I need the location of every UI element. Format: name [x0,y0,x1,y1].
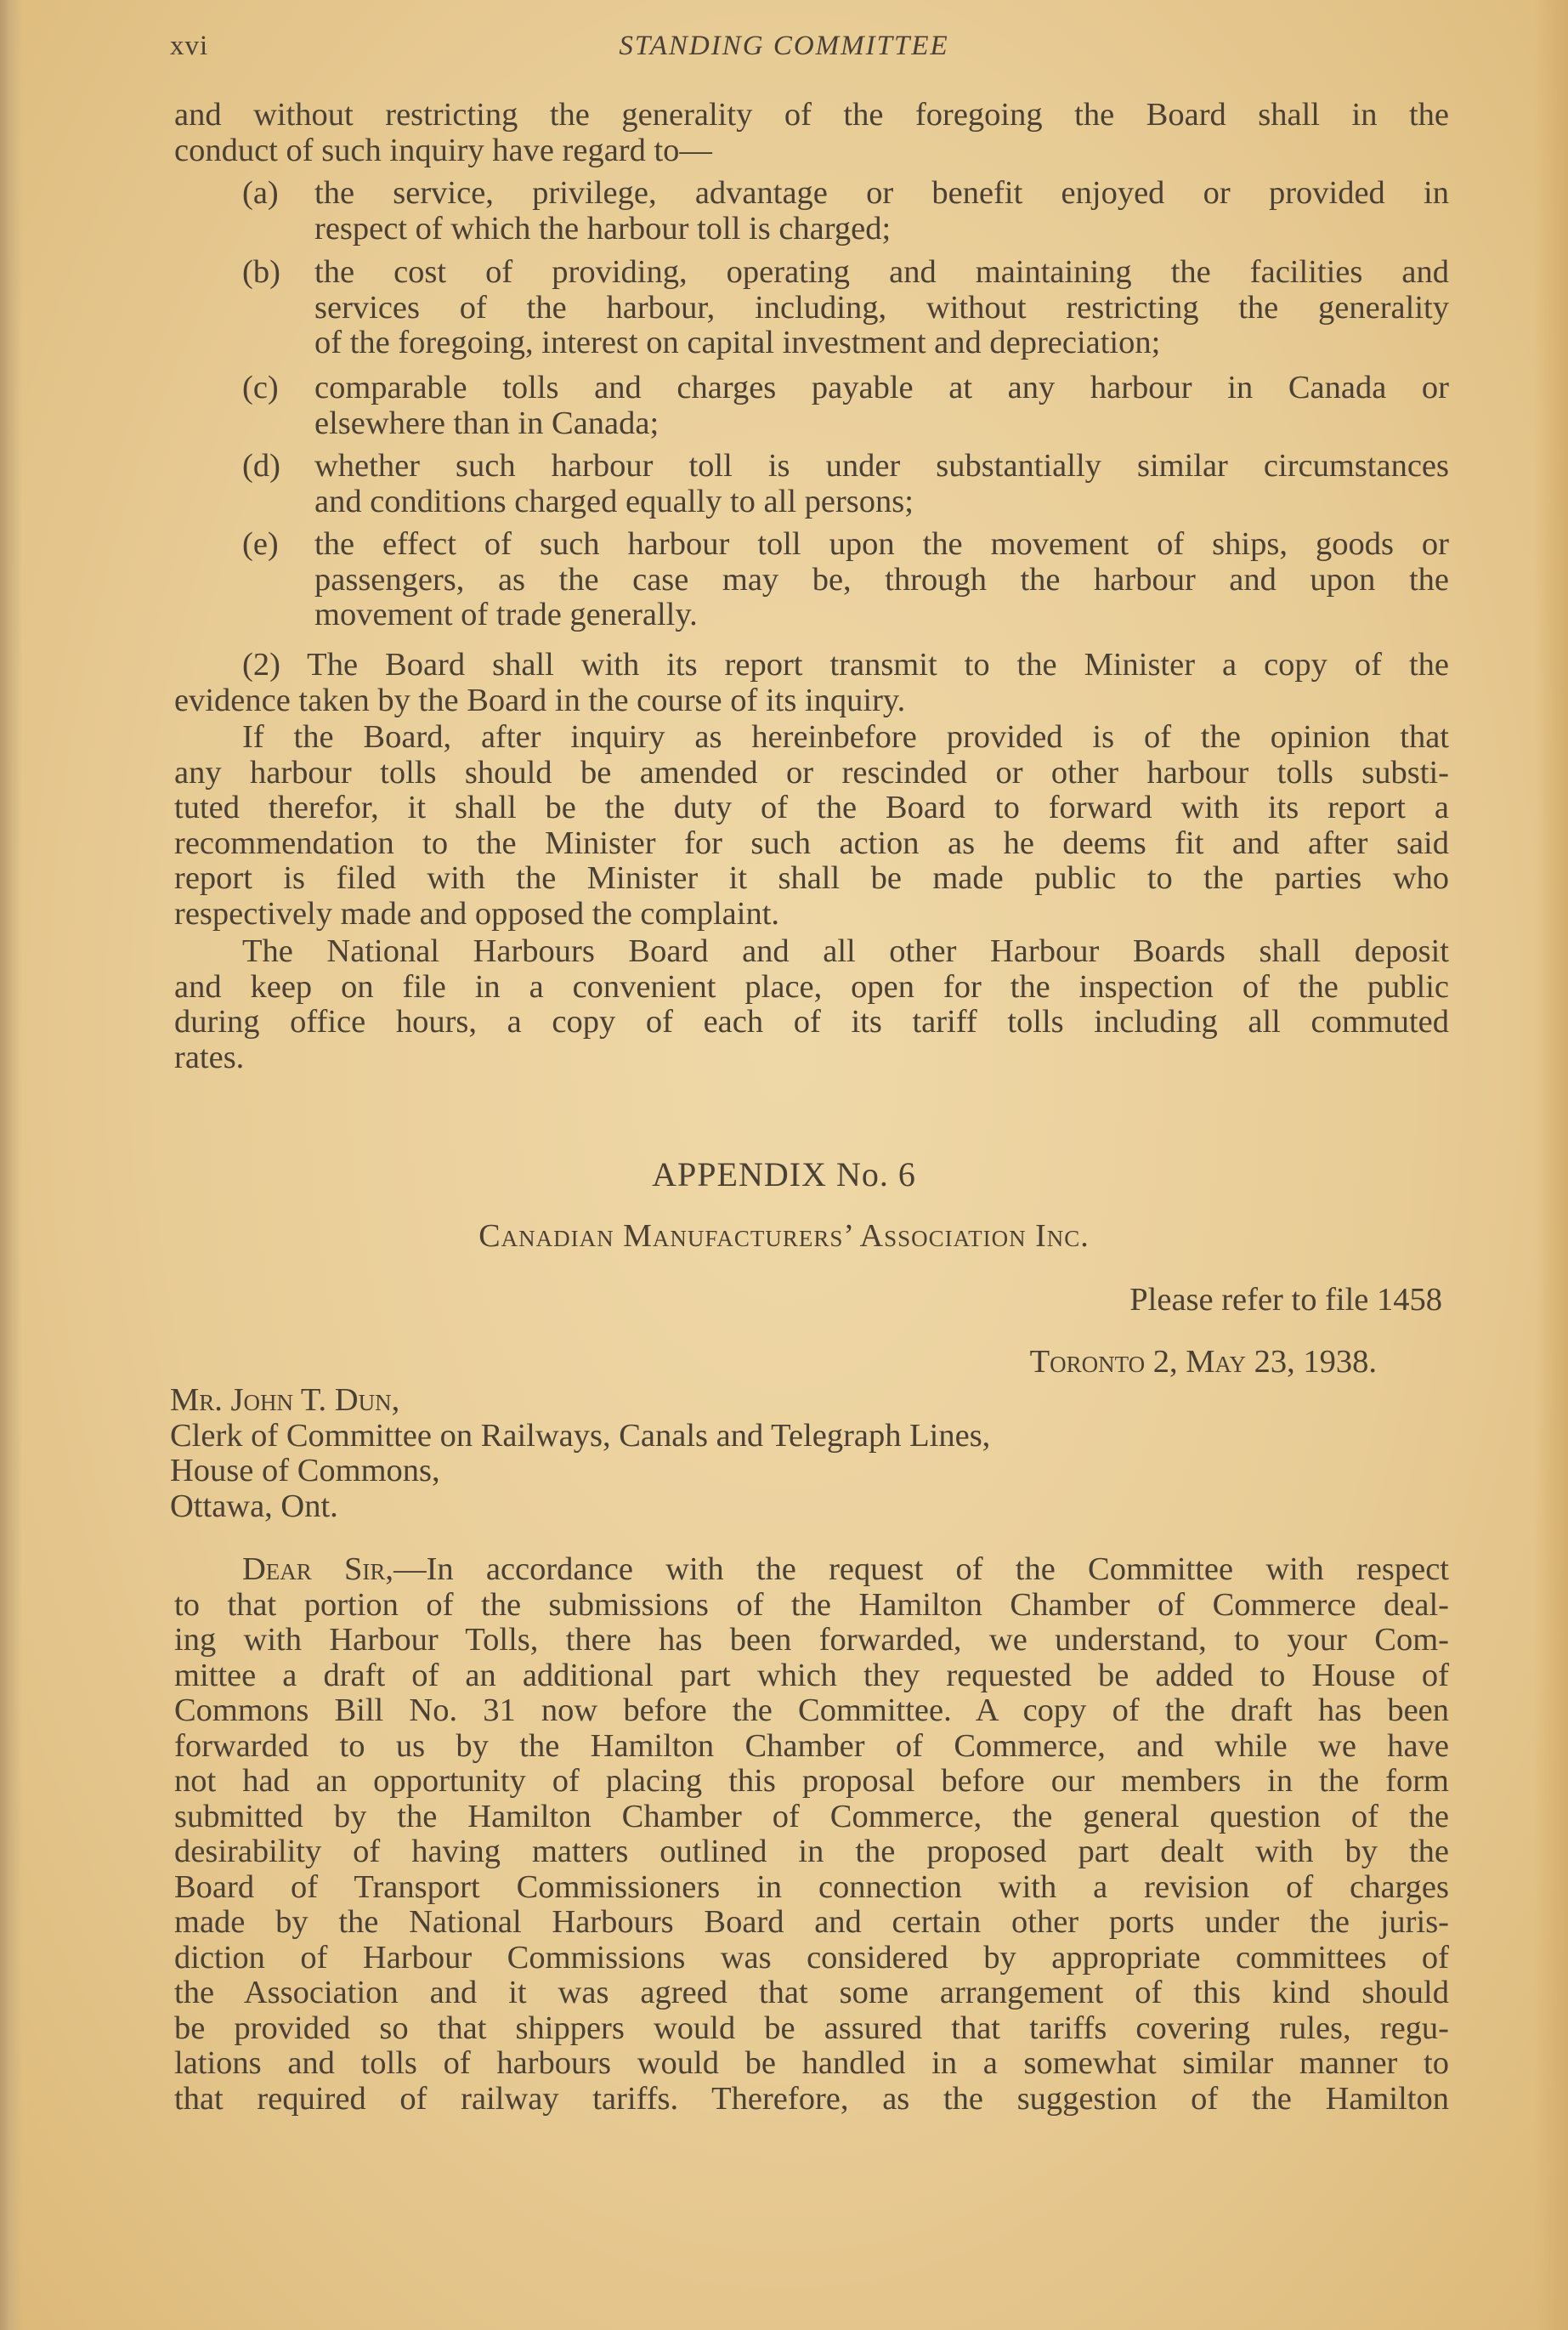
list-label: (b) [242,254,280,290]
text-line: the effect of such harbour toll upon the movement of ships, goods or [314,526,1449,562]
text-line: during office hours, a copy of each of its tariff tolls including all commuted [174,1004,1449,1040]
text-line: be provided so that shippers would be assured that tariffs covering rules, regu- [174,2010,1449,2046]
text-line: and keep on file in a convenient place, open for the inspection of the public [174,968,1449,1005]
text-line: passengers, as the case may be, through the harbour and upon the [314,561,1449,598]
list-label: (a) [242,175,279,211]
text-line: lations and tolls of harbours would be handled in a somewhat similar manner to [174,2045,1449,2081]
text-line: conduct of such inquiry have regard to— [174,132,712,168]
text-line: (2) The Board shall with its report transmit to the Minister a copy of the [242,647,1449,683]
text-line: Board of Transport Commissioners in connection with a revision of charges [174,1868,1449,1905]
page-number: xvi [170,31,209,61]
text-line: If the Board, after inquiry as hereinbefore provided is of the opinion that [242,719,1449,755]
letter-first-line-text: —In accordance with the request of the Committee with respect [393,1551,1449,1587]
board-recommendation-paragraph [174,720,1449,932]
address-line: House of Commons, [170,1453,440,1488]
subsection-2-paragraph [174,648,1449,718]
salutation: Dear Sir, [242,1551,394,1587]
text-line: mittee a draft of an additional part which they requested be added to House of [174,1657,1449,1693]
organization-name: Canadian Manufacturers’ Association Inc. [478,1218,1090,1254]
text-line: and conditions charged equally to all persons; [314,483,914,519]
text-line: elsewhere than in Canada; [314,405,659,441]
text-line: Commons Bill No. 31 now before the Committee. A copy of the draft has been [174,1692,1449,1728]
text-line: the cost of providing, operating and maintaining the facilities and [314,254,1449,290]
text-line: to that portion of the submissions of the Hamilton Chamber of Commerce deal- [174,1586,1449,1623]
letter-body [174,1552,1449,2117]
text-line: desirability of having matters outlined in the proposed part dealt with by the [174,1834,1449,1869]
text-line: recommendation to the Minister for such action as he deems fit and after said [174,825,1449,861]
text-line: comparable tolls and charges payable at any harbour in Canada or [314,370,1449,405]
address-block [170,1383,990,1524]
text-line: tuted therefor, it shall be the duty of the Board to forward with its report a [174,790,1449,825]
text-line: services of the harbour, including, without restricting the generality [314,289,1449,326]
text-line: that required of railway tariffs. Therefore, as the suggestion of the Hamilton [174,2080,1449,2117]
text-line: ing with Harbour Tolls, there has been forwarded, we understand, to your Com- [174,1622,1449,1658]
intro-paragraph [174,98,1449,168]
list-label: (e) [242,526,279,562]
text-line: diction of Harbour Commissions was considered by appropriate committees of [174,1939,1449,1976]
text-line: submitted by the Hamilton Chamber of Commerce, the general question of the [174,1798,1449,1834]
text-line: of the foregoing, interest on capital investment and depreciation; [314,325,1161,360]
text-line: report is filed with the Minister it shall be made public to the parties who [174,860,1449,896]
text-line: not had an opportunity of placing this proposal before our members in the form [174,1763,1449,1799]
list-label: (d) [242,448,280,484]
text-line: The National Harbours Board and all other Harbour Boards shall deposit [242,933,1449,969]
address-city: Ottawa, Ont. [170,1488,338,1524]
text-line: the Association and it was agreed that some arrangement of this kind should [174,1975,1449,2010]
text-line: evidence taken by the Board in the course of its inquiry. [174,682,906,718]
list-label: (c) [242,370,279,405]
addressee-name: Mr. John T. Dun, [170,1382,400,1418]
letter-first-line [174,1552,1449,1588]
tariff-deposit-paragraph [174,934,1449,1075]
text-line: movement of trade generally. [314,597,698,632]
dateline: Toronto 2, May 23, 1938. [1029,1344,1377,1380]
text-line: respectively made and opposed the complaint. [174,895,780,932]
text-line: rates. [174,1039,245,1075]
text-line: whether such harbour toll is under substantially similar circumstances [314,448,1449,484]
text-line: respect of which the harbour toll is charged; [314,210,892,247]
text-line: forwarded to us by the Hamilton Chamber of Commerce, and while we have [174,1727,1449,1764]
appendix-title: APPENDIX No. 6 [652,1155,916,1193]
file-reference: Please refer to file 1458 [1129,1282,1442,1318]
text-line: and without restricting the generality of the foregoing the Board shall in the [174,97,1449,133]
text-line: the service, privilege, advantage or benefit enjoyed or provided in [314,175,1449,211]
text-line: made by the National Harbours Board and certain other ports under the juris- [174,1904,1449,1940]
addressee-title: Clerk of Committee on Railways, Canals and Telegraph Lines, [170,1417,991,1454]
running-head-title: STANDING COMMITTEE [619,31,949,61]
text-line: any harbour tolls should be amended or rescinded or other harbour tolls substi- [174,754,1449,791]
